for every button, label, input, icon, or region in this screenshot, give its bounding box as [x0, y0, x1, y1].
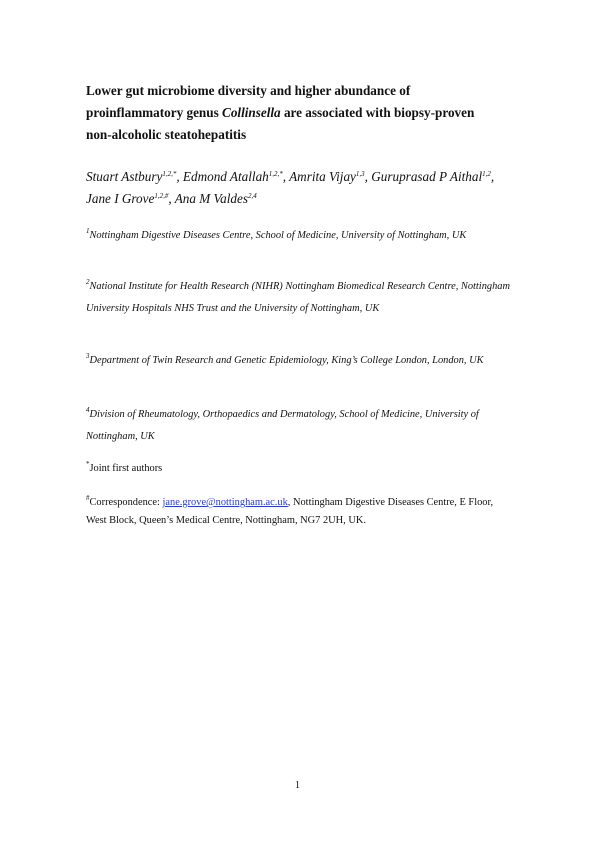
title-line-1: Lower gut microbiome diversity and higher abundance of: [86, 83, 411, 98]
author-name: Guruprasad P Aithal: [371, 169, 483, 184]
title-genus: Collinsella: [222, 105, 281, 120]
author: [371, 169, 494, 184]
affiliation-number: 3: [86, 352, 90, 360]
affiliation-1: [86, 225, 511, 247]
affiliation-3: [86, 350, 511, 372]
page-number: 1: [294, 780, 301, 791]
affiliation-text: National Institute for Health Research (NIHR) Nottingham Biomedical Research Centre, Nottingham University Hospitals NHS Trust and the University of Nottingham, UK: [86, 281, 510, 314]
affiliation-text: Department of Twin Research and Genetic Epidemiology, King’s College London, London, UK: [89, 355, 484, 366]
joint-first-authors-note: [86, 460, 511, 478]
author-separator: ,: [490, 169, 495, 184]
correspondence-label: Correspondence:: [89, 497, 163, 508]
author-list: [86, 166, 516, 210]
author-affiliation-marks: 1,3: [355, 170, 365, 178]
correspondence-email-link[interactable]: jane.grove@nottingham.ac.uk: [162, 497, 288, 508]
author-affiliation-marks: 2,4: [247, 192, 257, 200]
correspondence-note: [86, 494, 511, 530]
affiliation-number: 2: [86, 278, 90, 286]
author-separator: ,: [364, 169, 372, 184]
affiliation-4: [86, 404, 511, 448]
affiliation-text: Nottingham Digestive Diseases Centre, School of Medicine, University of Nottingham, UK: [89, 230, 467, 241]
author-name: Stuart Astbury: [86, 169, 163, 184]
correspondence-mark: #: [86, 494, 90, 502]
affiliation-text: Division of Rheumatology, Orthopaedics and Dermatology, School of Medicine, University of Nottingham, UK: [86, 409, 479, 442]
affiliation-number: 1: [86, 227, 90, 235]
author: [175, 191, 257, 206]
affiliation-2: [86, 276, 511, 320]
author: [289, 169, 371, 184]
author-name: Edmond Atallah: [182, 169, 269, 184]
title-line-3: non-alcoholic steatohepatitis: [86, 127, 247, 142]
author-affiliation-marks: 1,2,#: [154, 192, 169, 200]
author-name: Jane I Grove: [86, 191, 155, 206]
author-separator: ,: [176, 169, 183, 184]
author-separator: ,: [282, 169, 290, 184]
affiliation-number: 4: [86, 406, 90, 414]
author-separator: ,: [168, 191, 175, 206]
author-affiliation-marks: 1,2,*: [268, 170, 283, 178]
author: [86, 169, 183, 184]
author: [183, 169, 289, 184]
title-line-2-pre: proinflammatory genus: [86, 105, 223, 120]
author-affiliation-marks: 1,2,*: [162, 170, 177, 178]
joint-author-mark: *: [86, 460, 90, 468]
author: [86, 191, 175, 206]
author-affiliation-marks: 1,2: [482, 170, 491, 178]
title-line-2: [86, 102, 526, 124]
joint-author-text: Joint first authors: [89, 463, 163, 474]
author-name: Amrita Vijay: [289, 169, 356, 184]
author-name: Ana M Valdes: [174, 191, 248, 206]
title-line-2-post: are associated with biopsy-proven: [280, 105, 475, 120]
paper-title: [86, 80, 526, 146]
correspondence-address: , Nottingham Digestive Diseases Centre, E Floor, West Block, Queen’s Medical Centre, Nottingham, NG7 2UH, UK.: [86, 497, 494, 526]
